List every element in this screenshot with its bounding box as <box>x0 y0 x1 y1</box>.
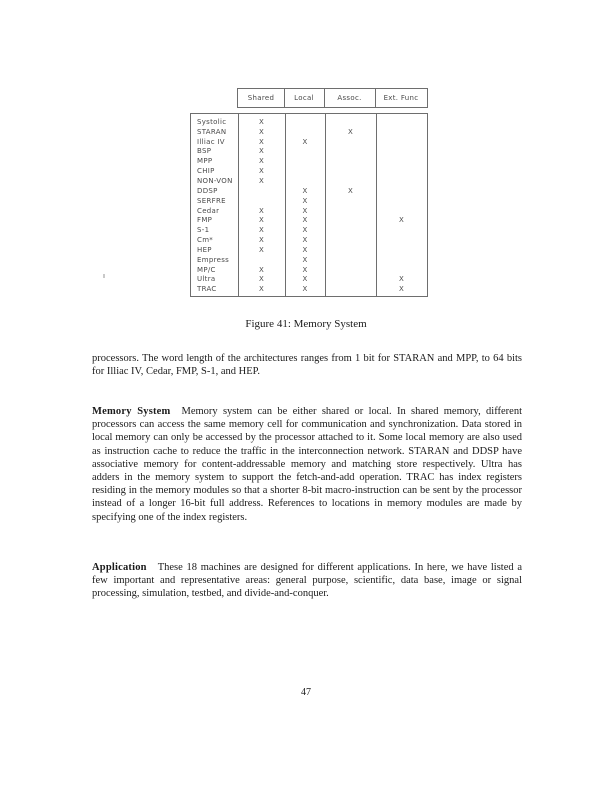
machine-name-label: TRAC <box>197 285 217 294</box>
mark-shared: X <box>258 167 265 176</box>
machine-name-label: MPP <box>197 157 213 166</box>
table-row <box>191 176 427 186</box>
table-row <box>191 206 427 216</box>
mark-local: X <box>302 137 308 146</box>
mark-ext-func: X <box>398 216 405 225</box>
machine-name-label: Ultra <box>197 275 216 284</box>
mark-local: X <box>302 236 308 245</box>
table-row <box>191 117 427 127</box>
table-body <box>190 113 428 297</box>
machine-name-label: DDSP <box>197 186 218 195</box>
table-row <box>191 265 427 275</box>
page-number: 47 <box>301 687 311 698</box>
table-row <box>191 215 427 225</box>
table-header-row <box>237 88 428 108</box>
mark-local: X <box>302 216 308 225</box>
machine-name-label: Illiac IV <box>197 137 225 146</box>
mark-shared: X <box>258 157 265 166</box>
memory-system-table <box>190 88 428 297</box>
mark-ext-func: X <box>398 285 405 294</box>
mark-shared: X <box>258 137 265 146</box>
machine-name-label: S-1 <box>197 226 210 235</box>
table-row <box>191 235 427 245</box>
machine-name-label: CHIP <box>197 167 215 176</box>
figure-caption: Figure 41: Memory System <box>245 318 367 330</box>
mark-shared: X <box>258 147 265 156</box>
table-row <box>191 284 427 294</box>
header-divider <box>375 89 376 107</box>
section-memory-system <box>92 405 522 524</box>
machine-name-label: FMP <box>197 216 213 225</box>
scan-artifact <box>103 274 105 278</box>
table-row <box>191 147 427 157</box>
table-row <box>191 255 427 265</box>
header-divider <box>284 89 285 107</box>
mark-assoc: X <box>347 127 354 136</box>
section-text-application: These 18 machines are designed for different applications. In here, we have listed a few important and representative areas: general purpose, scientific, data base, image or signal processing, simulation, testbed, and divide-and-conquer. <box>92 562 522 600</box>
header-divider <box>324 89 325 107</box>
machine-name-label: STARAN <box>197 127 227 136</box>
mark-local: X <box>302 265 308 274</box>
mark-local: X <box>302 245 308 254</box>
mark-local: X <box>302 285 308 294</box>
machine-name-label: Cedar <box>197 206 220 215</box>
mark-shared: X <box>258 176 265 185</box>
column-header-assoc: Assoc. <box>337 94 362 102</box>
machine-name-label: NON-VON <box>197 176 233 185</box>
mark-local: X <box>302 255 308 264</box>
mark-local: X <box>302 275 308 284</box>
table-row <box>191 137 427 147</box>
mark-shared: X <box>258 245 265 254</box>
table-row <box>191 196 427 206</box>
machine-name-label: Cm* <box>197 236 214 245</box>
mark-shared: X <box>258 127 265 136</box>
table-row <box>191 156 427 166</box>
mark-assoc: X <box>347 186 354 195</box>
mark-shared: X <box>258 265 265 274</box>
mark-local: X <box>302 226 308 235</box>
machine-name-label: Systolic <box>197 117 227 126</box>
mark-local: X <box>302 186 308 195</box>
column-divider <box>285 114 286 296</box>
column-divider <box>238 114 239 296</box>
table-row <box>191 166 427 176</box>
mark-shared: X <box>258 216 265 225</box>
mark-local: X <box>302 196 308 205</box>
table-row <box>191 245 427 255</box>
paragraph-word-length: processors. The word length of the architectures ranges from 1 bit for STARAN and MPP, to 64 bits for Illiac IV, Cedar, FMP, S-1, and HEP. <box>92 353 522 378</box>
mark-local: X <box>302 206 308 215</box>
machine-name-label: SERFRE <box>197 196 226 205</box>
machine-name-label: MP/C <box>197 265 216 274</box>
table-row <box>191 186 427 196</box>
mark-shared: X <box>258 206 265 215</box>
column-header-shared: Shared <box>247 94 275 102</box>
column-header-local: Local <box>294 94 314 102</box>
section-heading-application: Application <box>92 562 147 573</box>
mark-shared: X <box>258 275 265 284</box>
mark-shared: X <box>258 236 265 245</box>
machine-name-label: BSP <box>197 147 212 156</box>
column-header-ext-func: Ext. Func <box>383 94 419 102</box>
machine-name-label: HEP <box>197 245 212 254</box>
section-application <box>92 561 522 601</box>
table-row <box>191 225 427 235</box>
machine-name-label: Empress <box>197 255 230 264</box>
column-divider <box>376 114 377 296</box>
mark-ext-func: X <box>398 275 405 284</box>
mark-shared: X <box>258 226 265 235</box>
column-divider <box>325 114 326 296</box>
mark-shared: X <box>258 117 265 126</box>
mark-shared: X <box>258 285 265 294</box>
table-row <box>191 127 427 137</box>
section-text-memory-system: Memory system can be either shared or local. In shared memory, different processors can access the same memory cell for communication and synchronization. Data stored in local memory can only be accessed by the processor attached to it. Some local memory are also used as instruction cache to reduce the traffic in the interconnection network. STARAN and DDSP have associative memory for content-addressable memory and matching store respectively. Ultra has adders in the memory system to support the fetch-and-add operation. TRAC has index registers residing in the memory modules so that a shorter 8-bit macro-instruction can be sent by the processor instead of a longer 16-bit full address. References to locations in memory modules are made by specifying one of the index registers. <box>92 406 522 523</box>
table-row <box>191 275 427 285</box>
section-heading-memory-system: Memory System <box>92 406 171 417</box>
